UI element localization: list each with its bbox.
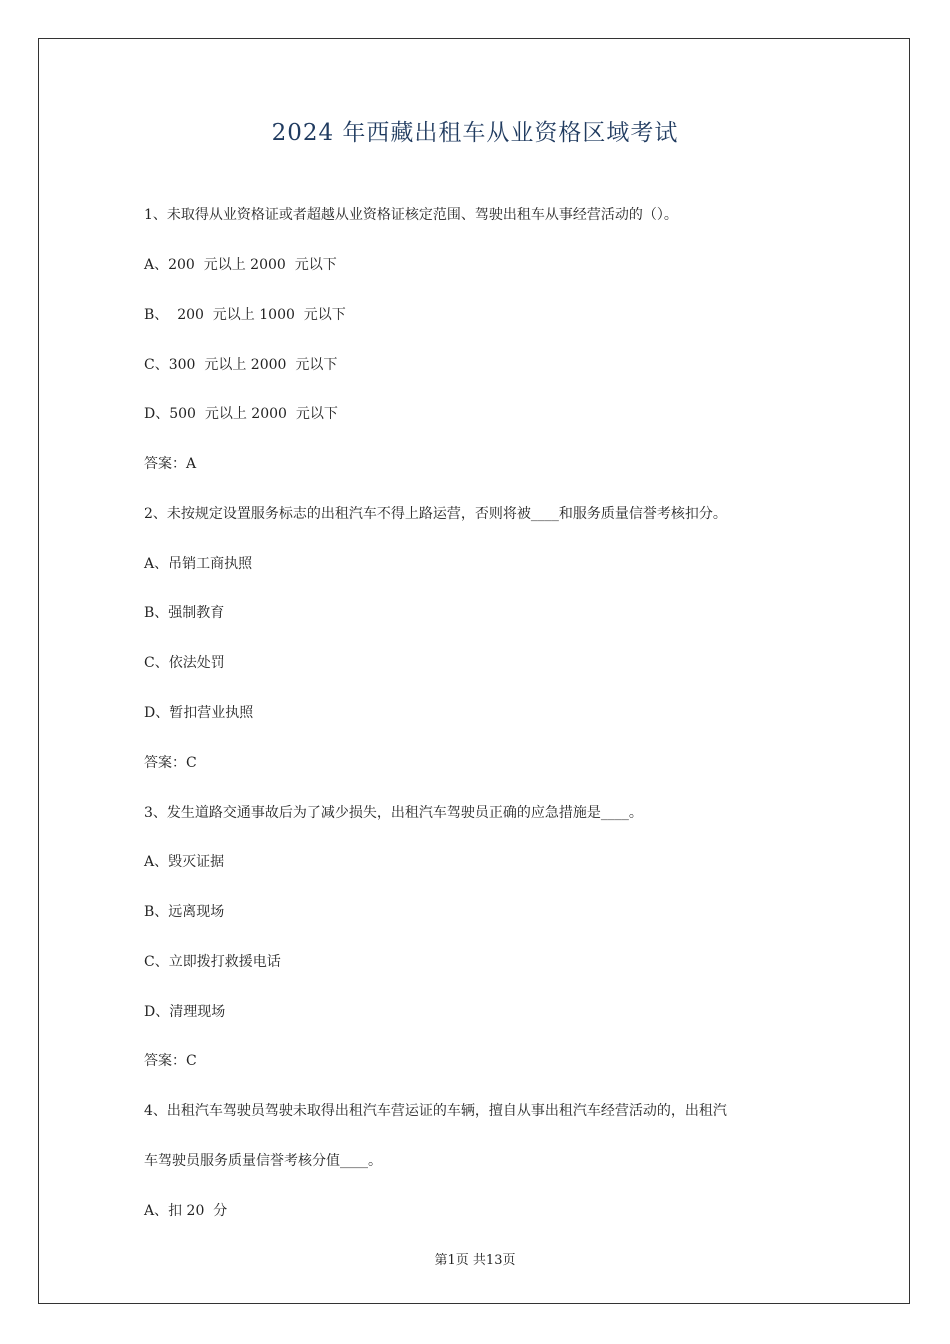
- page-footer: 第1页 共13页: [434, 1253, 516, 1268]
- question-4-stem-line-1: 4、出租汽车驾驶员驾驶未取得出租汽车营运证的车辆，擅自从事出租汽车经营活动的，出租汽: [144, 1103, 727, 1119]
- question-1-option-b: B、 200 元以上 1000 元以下: [144, 307, 346, 323]
- question-1-option-d: D、500 元以上 2000 元以下: [144, 406, 338, 422]
- question-2-option-b: B、强制教育: [144, 605, 225, 621]
- question-3-option-a: A、毁灭证据: [144, 854, 225, 870]
- question-2-option-d: D、暂扣营业执照: [144, 705, 254, 721]
- question-3-stem: 3、发生道路交通事故后为了减少损失，出租汽车驾驶员正确的应急措施是____。: [144, 805, 643, 821]
- question-3-option-d: D、清理现场: [144, 1004, 226, 1020]
- document-title: 2024 年西藏出租车从业资格区域考试: [271, 120, 679, 146]
- question-1-option-a: A、200 元以上 2000 元以下: [144, 257, 337, 273]
- question-2-option-a: A、吊销工商执照: [144, 556, 253, 572]
- question-3-answer: 答案：C: [144, 1053, 197, 1069]
- question-2-answer: 答案：C: [144, 755, 197, 771]
- question-4-stem-line-2: 车驾驶员服务质量信誉考核分值____。: [144, 1153, 382, 1169]
- question-3-option-b: B、远离现场: [144, 904, 225, 920]
- question-2-option-c: C、依法处罚: [144, 655, 225, 671]
- question-2-stem: 2、未按规定设置服务标志的出租汽车不得上路运营，否则将被____和服务质量信誉考核扣分。: [144, 506, 727, 522]
- question-3-option-c: C、立即拨打救援电话: [144, 954, 281, 970]
- question-1-option-c: C、300 元以上 2000 元以下: [144, 357, 338, 373]
- question-4-option-a: A、扣 20 分: [144, 1203, 228, 1219]
- question-1-answer: 答案：A: [144, 456, 197, 472]
- question-1-stem: 1、未取得从业资格证或者超越从业资格证核定范围、驾驶出租车从事经营活动的（）。: [144, 207, 678, 223]
